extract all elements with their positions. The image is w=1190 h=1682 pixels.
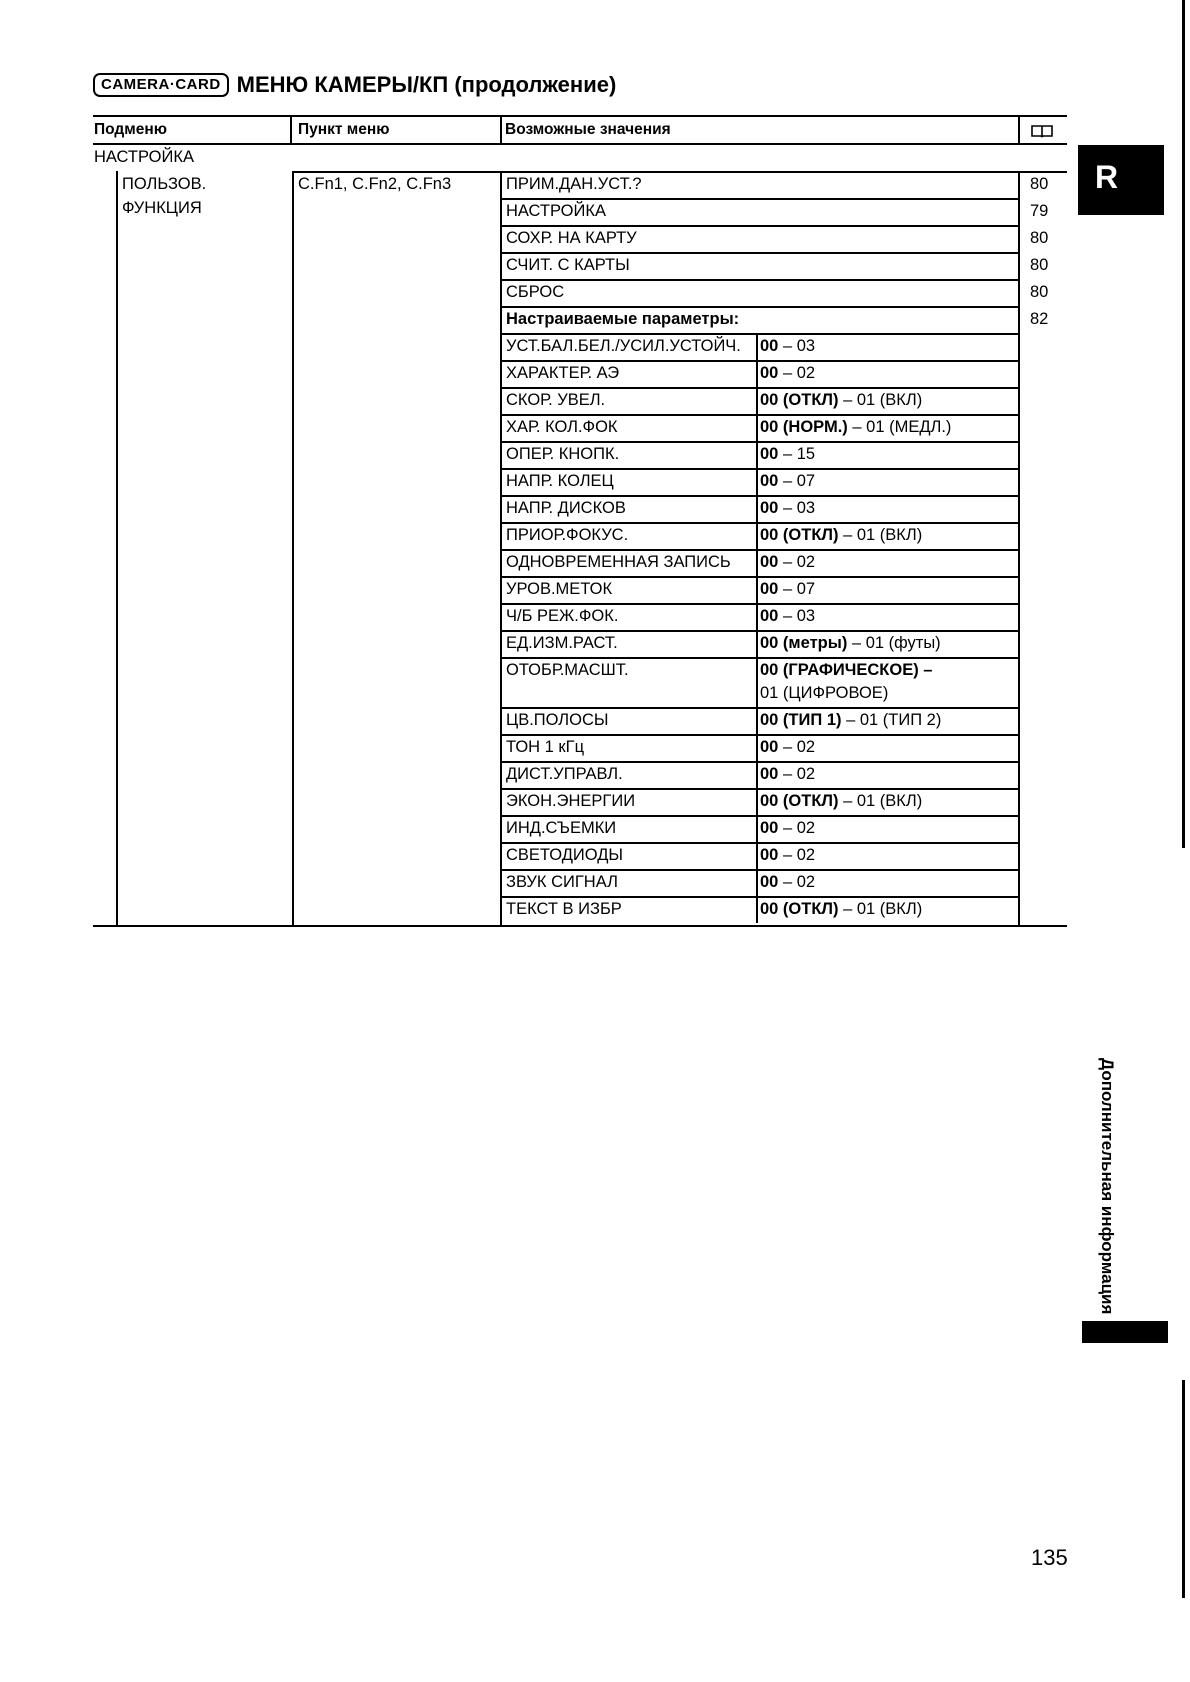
parameter-default-value: 00: [760, 580, 779, 598]
submenu-label-line2: ФУНКЦИЯ: [122, 199, 202, 217]
parameter-default-value: 00: [760, 499, 779, 517]
parameter-range: – 02: [778, 873, 816, 891]
option-label: СОХР. НА КАРТУ: [506, 229, 637, 247]
parameter-range: – 01 (ВКЛ): [838, 792, 923, 810]
parameter-range: – 15: [778, 445, 816, 463]
book-icon: [1031, 124, 1053, 138]
table-rule: [500, 198, 1018, 200]
table-rule: [500, 707, 1018, 709]
parameter-name: ТЕКСТ В ИЗБР: [506, 900, 622, 918]
parameter-value: [760, 633, 941, 653]
parameter-range: – 02: [778, 846, 816, 864]
table-rule: [500, 306, 1018, 308]
parameter-range: – 02: [778, 765, 816, 783]
section-label: НАСТРОЙКА: [94, 148, 194, 166]
parameter-range: – 07: [778, 472, 816, 490]
table-rule: [500, 522, 1018, 524]
parameter-value: [760, 899, 922, 919]
parameter-value: [760, 552, 815, 572]
parameter-range: – 03: [778, 337, 816, 355]
parameter-default-value: 00 (метры): [760, 634, 848, 652]
table-rule: [292, 171, 294, 925]
table-rule: [93, 143, 1067, 145]
parameter-value: [760, 660, 932, 680]
table-rule: [500, 360, 1018, 362]
parameter-name: ТОН 1 кГц: [506, 738, 585, 756]
parameter-name: ЗВУК СИГНАЛ: [506, 873, 618, 891]
parameter-name: ЦВ.ПОЛОСЫ: [506, 711, 609, 729]
table-rule: [500, 788, 1018, 790]
column-header-menu-item: Пункт меню: [298, 121, 390, 138]
table-rule: [500, 441, 1018, 443]
parameter-range: – 01 (ВКЛ): [838, 391, 923, 409]
table-rule: [500, 869, 1018, 871]
parameter-default-value: 00 (ГРАФИЧЕСКОЕ) –: [760, 661, 933, 679]
parameter-default-value: 00: [760, 337, 779, 355]
table-rule: [500, 815, 1018, 817]
table-rule: [500, 630, 1018, 632]
parameter-range: – 01 (МЕДЛ.): [847, 418, 952, 436]
table-rule: [756, 333, 758, 923]
table-rule: [500, 225, 1018, 227]
table-rule: [500, 252, 1018, 254]
parameter-default-value: 00: [760, 873, 779, 891]
parameter-default-value: 00: [760, 472, 779, 490]
parameter-default-value: 00: [760, 607, 779, 625]
parameter-name: ХАРАКТЕР. АЭ: [506, 364, 620, 382]
parameter-value: [760, 498, 815, 518]
parameter-value: [760, 606, 815, 626]
parameter-name: НАПР. КОЛЕЦ: [506, 472, 614, 490]
option-label: СЧИТ. С КАРТЫ: [506, 256, 630, 274]
side-thumb-bar: [1082, 1321, 1168, 1343]
column-header-values: Возможные значения: [505, 121, 671, 138]
table-rule: [500, 576, 1018, 578]
table-rule: [500, 603, 1018, 605]
parameter-value: [760, 363, 815, 383]
parameter-default-value: 00 (ТИП 1): [760, 711, 842, 729]
table-rule: [500, 734, 1018, 736]
submenu-label: ПОЛЬЗОВ.: [122, 175, 207, 193]
page-edge-line: [1182, 1380, 1185, 1598]
table-rule: [500, 896, 1018, 898]
parameter-range: – 03: [778, 607, 816, 625]
parameter-default-value: 00 (ОТКЛ): [760, 391, 839, 409]
page-ref: 80: [1030, 256, 1049, 274]
parameter-range: – 01 (ВКЛ): [838, 900, 923, 918]
parameter-value-line2: 01 (ЦИФРОВОЕ): [760, 684, 889, 702]
table-rule: [292, 171, 1067, 173]
parameter-range: – 02: [778, 819, 816, 837]
camera-card-mode-badge: CAMERA·CARD: [93, 73, 229, 97]
parameter-value: [760, 872, 815, 892]
parameter-name: СКОР. УВЕЛ.: [506, 391, 606, 409]
column-header-submenu: Подменю: [94, 121, 167, 138]
parameter-default-value: 00 (ОТКЛ): [760, 792, 839, 810]
table-rule: [500, 414, 1018, 416]
parameter-value: [760, 417, 951, 437]
parameter-range: – 02: [778, 553, 816, 571]
page-ref: 82: [1030, 310, 1049, 328]
parameter-name: ДИСТ.УПРАВЛ.: [506, 765, 623, 783]
table-rule: [500, 761, 1018, 763]
table-rule: [500, 387, 1018, 389]
table-rule: [500, 468, 1018, 470]
option-label: ПРИМ.ДАН.УСТ.?: [506, 175, 642, 193]
parameter-name: УРОВ.МЕТОК: [506, 580, 613, 598]
parameter-default-value: 00 (ОТКЛ): [760, 526, 839, 544]
page-title: МЕНЮ КАМЕРЫ/КП (продолжение): [236, 72, 617, 97]
parameter-name: Ч/Б РЕЖ.ФОК.: [506, 607, 619, 625]
parameter-default-value: 00: [760, 364, 779, 382]
table-rule: [500, 549, 1018, 551]
table-rule: [500, 495, 1018, 497]
parameter-range: – 03: [778, 499, 816, 517]
table-rule: [290, 115, 292, 145]
page-ref: 80: [1030, 175, 1049, 193]
parameter-value: [760, 336, 815, 356]
table-rule: [500, 842, 1018, 844]
table-rule: [500, 279, 1018, 281]
table-rule: [1018, 115, 1020, 145]
parameter-range: – 01 (футы): [847, 634, 941, 652]
section-heading: [93, 72, 616, 98]
parameter-default-value: 00 (НОРМ.): [760, 418, 848, 436]
parameter-default-value: 00: [760, 445, 779, 463]
option-label: НАСТРОЙКА: [506, 202, 606, 220]
table-rule: [1018, 171, 1020, 925]
parameter-value: [760, 579, 815, 599]
parameter-value: [760, 818, 815, 838]
parameter-name: ЭКОН.ЭНЕРГИИ: [506, 792, 636, 810]
parameter-value: [760, 737, 815, 757]
parameter-value: [760, 764, 815, 784]
table-rule: [93, 925, 1067, 927]
parameter-name: ОДНОВРЕМЕННАЯ ЗАПИСЬ: [506, 553, 731, 571]
parameter-range: – 02: [778, 364, 816, 382]
section-tab-letter: R: [1095, 159, 1119, 195]
page-ref: 79: [1030, 202, 1049, 220]
parameter-range: – 02: [778, 738, 816, 756]
parameter-range: – 01 (ВКЛ): [838, 526, 923, 544]
side-section-label: Дополнительная информация: [1098, 1058, 1117, 1315]
option-label: Настраиваемые параметры:: [506, 310, 740, 328]
parameter-default-value: 00: [760, 553, 779, 571]
option-label: СБРОС: [506, 283, 565, 301]
table-rule: [500, 657, 1018, 659]
section-tab: [1078, 145, 1164, 215]
page-ref: 80: [1030, 283, 1049, 301]
parameter-value: [760, 471, 815, 491]
parameter-range: – 07: [778, 580, 816, 598]
table-rule: [500, 171, 502, 925]
page-number: 135: [1031, 1545, 1068, 1570]
parameter-name: ОТОБР.МАСШТ.: [506, 661, 629, 679]
parameter-name: ЕД.ИЗМ.РАСТ.: [506, 634, 618, 652]
parameter-default-value: 00: [760, 738, 779, 756]
parameter-default-value: 00: [760, 819, 779, 837]
parameter-value: [760, 845, 815, 865]
parameter-name: СВЕТОДИОДЫ: [506, 846, 624, 864]
parameter-name: ХАР. КОЛ.ФОК: [506, 418, 618, 436]
parameter-default-value: 00: [760, 846, 779, 864]
page-ref: 80: [1030, 229, 1049, 247]
parameter-value: [760, 444, 815, 464]
page-edge-line: [1182, 0, 1185, 848]
parameter-name: ОПЕР. КНОПК.: [506, 445, 620, 463]
parameter-default-value: 00: [760, 765, 779, 783]
table-rule: [93, 115, 1067, 117]
parameter-range: – 01 (ТИП 2): [841, 711, 942, 729]
table-rule: [116, 171, 118, 925]
table-rule: [500, 333, 1018, 335]
parameter-value: [760, 525, 922, 545]
parameter-value: [760, 390, 922, 410]
parameter-default-value: 00 (ОТКЛ): [760, 900, 839, 918]
parameter-value: [760, 791, 922, 811]
parameter-name: УСТ.БАЛ.БЕЛ./УСИЛ.УСТОЙЧ.: [506, 337, 741, 355]
parameter-name: НАПР. ДИСКОВ: [506, 499, 626, 517]
parameter-name: ИНД.СЪЕМКИ: [506, 819, 617, 837]
parameter-value: [760, 710, 941, 730]
table-rule: [500, 115, 502, 145]
parameter-name: ПРИОР.ФОКУС.: [506, 526, 629, 544]
menu-item-label: C.Fn1, C.Fn2, C.Fn3: [298, 175, 452, 193]
